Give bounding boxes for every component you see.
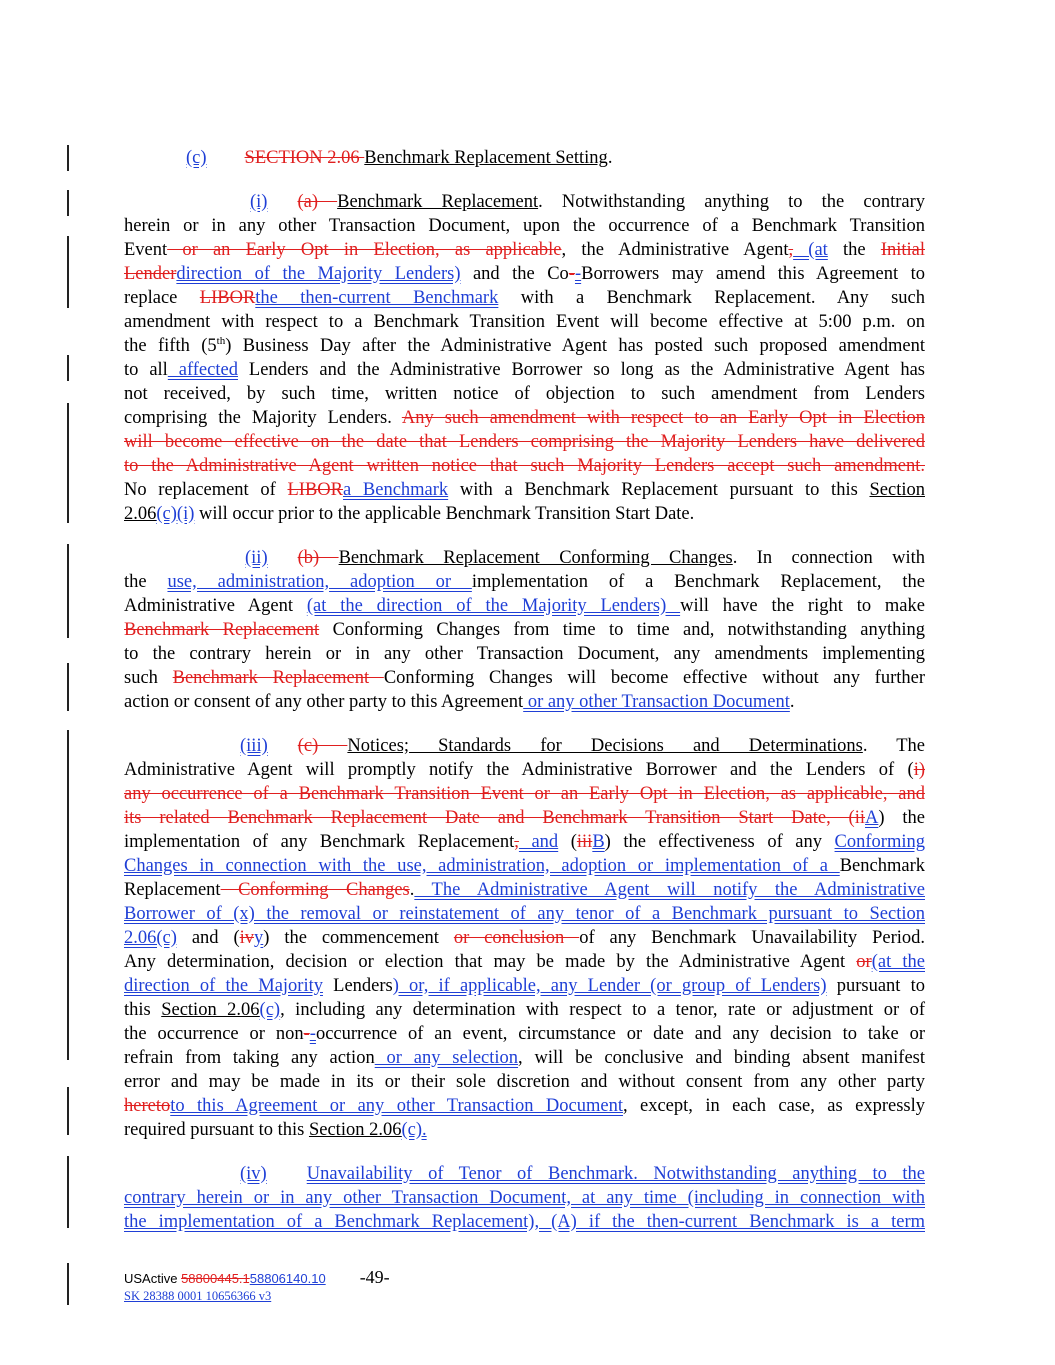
para-ii-line-7: action or consent of any other party to this Agreement or any other Transaction Document. (124, 692, 795, 712)
para-i-line-13: No replacement of LIBORa Benchmark with a Benchmark Replacement pursuant to this Section (124, 480, 925, 500)
para-i-line-2: herein or in any other Transaction Document, upon the occurrence of a Benchmark Transition (124, 216, 925, 236)
para-i-line-10: comprising the Majority Lenders. Any such amendment with respect to an Early Opt in Election (124, 408, 925, 428)
para-ii-line-6: such Benchmark Replacement Conforming Changes will become effective without any further (124, 668, 926, 688)
footer-docid: USActive 58800445.158806140.10 -49- (124, 1267, 390, 1287)
para-ii-title: Benchmark Replacement Conforming Changes (338, 548, 733, 568)
para-ii-line-5: to the contrary herein or in any other Transaction Document, any amendments implementing (124, 644, 925, 664)
change-bar (67, 1263, 69, 1305)
para-iii-line-5: implementation of any Benchmark Replacement, and (iiiB) the effectiveness of any Conforming (124, 832, 925, 852)
para-ii-line-1: (ii) (b) Benchmark Replacement Conforming Changes. In connection with (245, 548, 925, 568)
change-bar (67, 145, 69, 171)
para-ii-line-3: Administrative Agent (at the direction of the Majority Lenders) will have the right to make (124, 596, 925, 616)
para-iii-line-10: Any determination, decision or election that may be made by the Administrative Agent or(at the (124, 952, 925, 972)
para-iv-line-2: contrary herein or in any other Transaction Document, at any time (including in connection with (124, 1188, 925, 1208)
para-i-line-8: to all affected Lenders and the Administrative Borrower so long as the Administrative Agent has (124, 360, 925, 380)
para-i-line-9: not received, by such time, written notice of objection to such amendment from Lenders (124, 384, 925, 404)
para-iv-title: Unavailability of Tenor of Benchmark. Notwithstanding anything to the (306, 1164, 925, 1184)
para-iii-line-8: Borrower of (x) the removal or reinstatement of any tenor of a Benchmark pursuant to Section (124, 904, 925, 924)
para-i-line-5: replace LIBORthe then-current Benchmark with a Benchmark Replacement. Any such (124, 288, 925, 308)
para-iii-line-11: direction of the Majority Lenders) or, if applicable, any Lender (or group of Lenders) pursuant to (124, 976, 925, 996)
para-ii-line-4: Benchmark Replacement Conforming Changes from time to time and, notwithstanding anything (124, 620, 925, 640)
change-bar (67, 663, 69, 711)
para-iii-line-7: Replacement Conforming Changes. The Administrative Agent will notify the Administrative (124, 880, 925, 900)
para-i-line-1: (i) (a) Benchmark Replacement. Notwithstanding anything to the contrary (250, 192, 925, 212)
change-bar (67, 730, 69, 1060)
para-iii-line-17: required pursuant to this Section 2.06(c). (124, 1120, 427, 1140)
change-bar (67, 190, 69, 216)
change-bar (67, 236, 69, 308)
para-iii-line-14: refrain from taking any action or any selection, will be conclusive and binding absent manifest (124, 1048, 925, 1068)
para-i-line-11: will become effective on the date that Lenders comprising the Majority Lenders have delivered (124, 432, 925, 452)
para-iii-line-4: its related Benchmark Replacement Date and Benchmark Transition Start Date, (iiA) the (124, 808, 925, 828)
heading-title: Benchmark Replacement Setting (364, 148, 608, 168)
deleted-doc-number: 58800445.1 (181, 1271, 250, 1286)
inserted-doc-number: 58806140.10 (249, 1271, 326, 1286)
para-i-line-12: to the Administrative Agent written notice that such Majority Lenders accept such amendment. (124, 456, 925, 476)
para-iii-line-15: error and may be made in its or their sole discretion and without consent from any other party (124, 1072, 925, 1092)
change-bar (67, 355, 69, 381)
change-bar (67, 544, 69, 638)
para-iii-title: Notices; Standards for Decisions and Determinations (347, 736, 863, 756)
change-bar (67, 1156, 69, 1228)
footer-sk-reference: SK 28388 0001 10656366 v3 (124, 1289, 272, 1303)
para-iv-line-1: (iv) Unavailability of Tenor of Benchmark. Notwithstanding anything to the (240, 1164, 925, 1184)
para-i-line-6: amendment with respect to a Benchmark Transition Event will become effective at 5:00 p.m. on (124, 312, 925, 332)
deleted-section-number: SECTION 2.06 (244, 148, 365, 168)
para-i-title: Benchmark Replacement (337, 192, 539, 212)
para-i-line-4: Lenderdirection of the Majority Lenders) and the Co--Borrowers may amend this Agreement to (124, 264, 925, 284)
para-i-line-3: Event or an Early Opt in Election, as applicable, the Administrative Agent, (at the Initial (124, 240, 925, 260)
para-iii-line-6: Changes in connection with the use, administration, adoption or implementation of a Benchmark (124, 856, 925, 876)
section-heading: (c) SECTION 2.06 Benchmark Replacement Setting. (186, 148, 613, 168)
para-iv-line-3: the implementation of a Benchmark Replacement), (A) if the then-current Benchmark is a term (124, 1212, 925, 1232)
para-iii-line-13: the occurrence or non--occurrence of an event, circumstance or date and any decision to take or (124, 1024, 925, 1044)
para-i-line-14: 2.06(c)(i) will occur prior to the applicable Benchmark Transition Start Date. (124, 504, 695, 524)
para-iii-line-9: 2.06(c) and (ivy) the commencement or conclusion of any Benchmark Unavailability Period. (124, 928, 925, 948)
heading-label: (c) (186, 148, 207, 168)
para-iii-line-1: (iii) (c) Notices; Standards for Decisions and Determinations. The (240, 736, 925, 756)
para-iii-line-3: any occurrence of a Benchmark Transition Event or an Early Opt in Election, as applicable, and (124, 784, 925, 804)
para-iii-line-16: heretoto this Agreement or any other Transaction Document, except, in each case, as expressly (124, 1096, 925, 1116)
para-iii-line-12: this Section 2.06(c), including any determination with respect to a tenor, rate or adjustment or of (124, 1000, 926, 1020)
page-number: -49- (359, 1267, 390, 1287)
change-bar (67, 403, 69, 523)
para-iii-line-2: Administrative Agent will promptly notify the Administrative Borrower and the Lenders of (i) (124, 760, 925, 780)
para-ii-line-2: the use, administration, adoption or implementation of a Benchmark Replacement, the (124, 572, 925, 592)
para-i-line-7: the fifth (5th) Business Day after the Administrative Agent has posted such proposed amendment (124, 334, 925, 356)
change-bar (67, 1087, 69, 1135)
